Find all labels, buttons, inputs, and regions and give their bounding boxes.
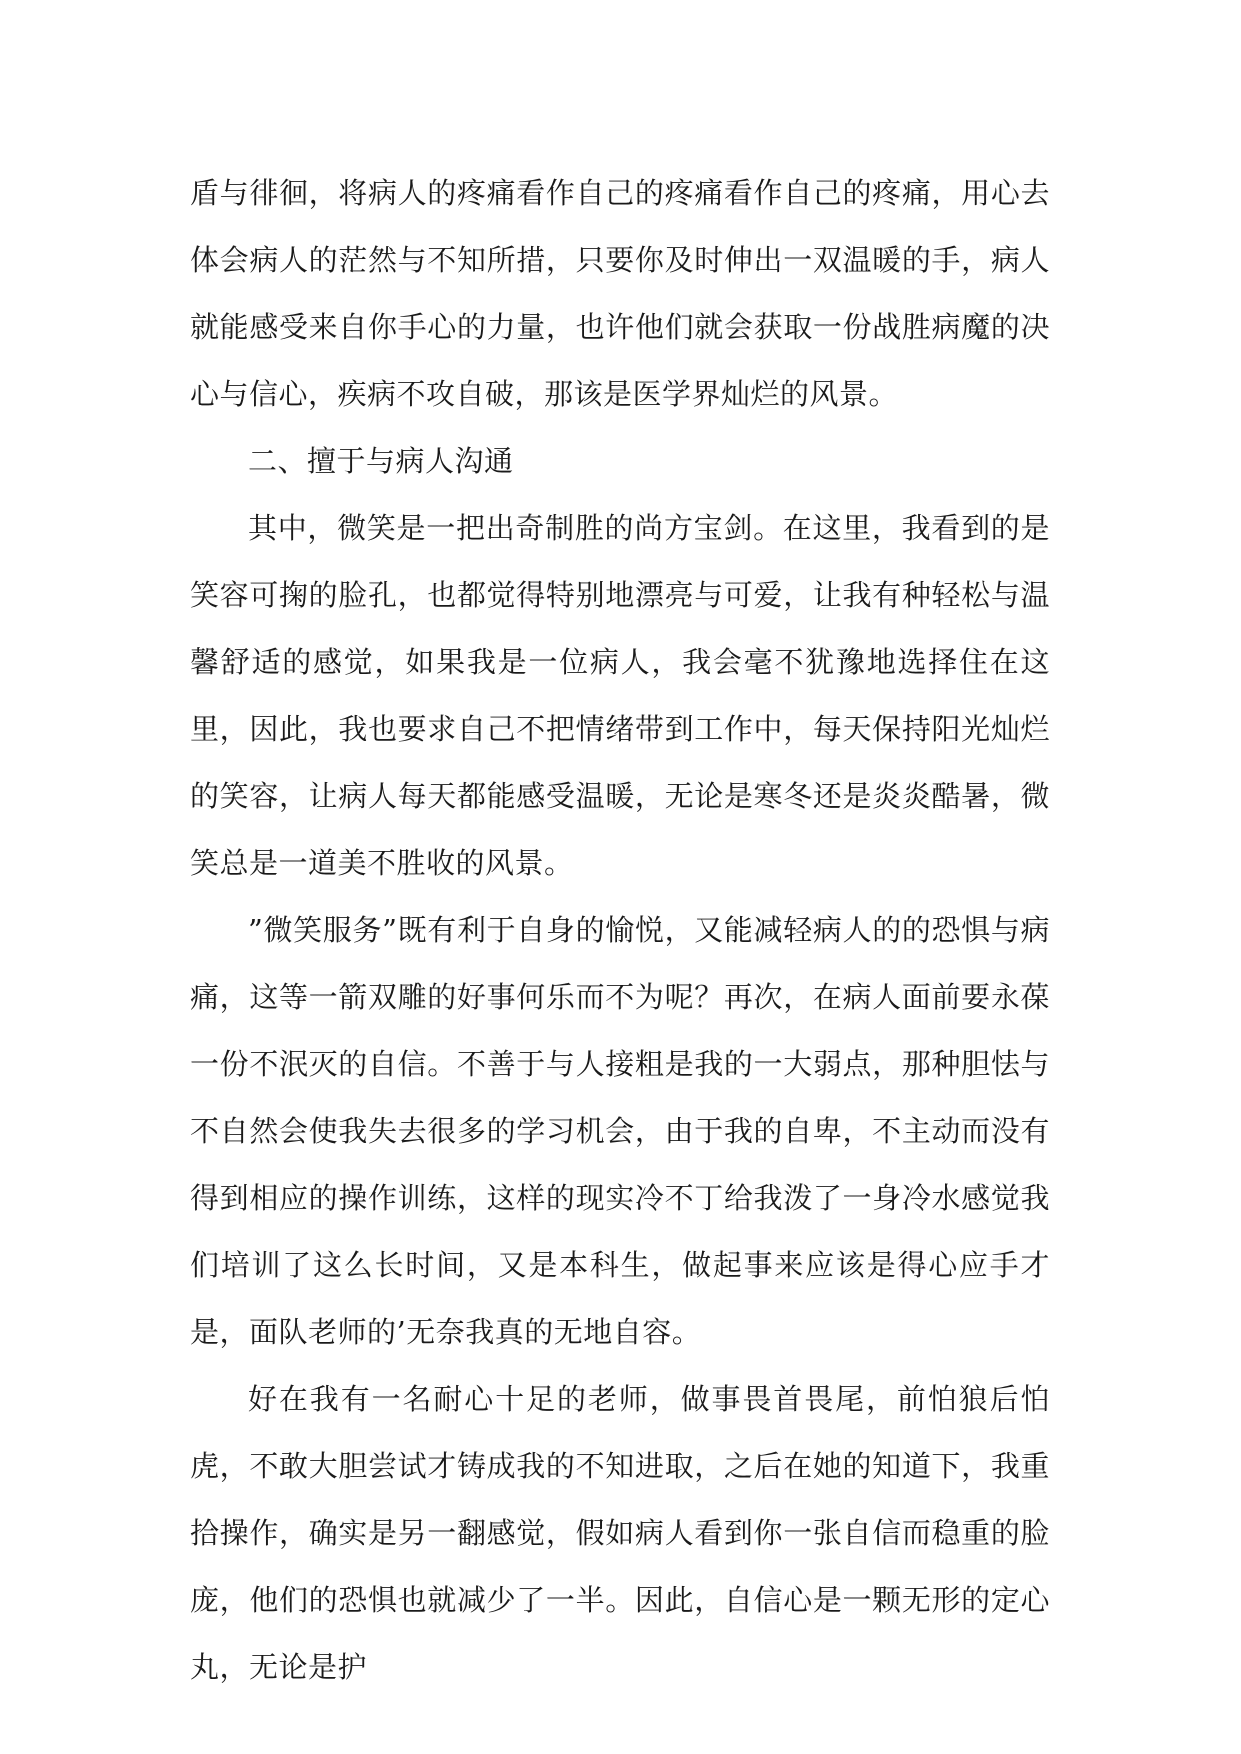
paragraph: ”微笑服务”既有利于自身的愉悦，又能减轻病人的的恐惧与病痛，这等一箭双雕的好事何乐而不为呢？再次，在病人面前要永葆一份不泯灭的自信。不善于与人接粗是我的一大弱点，那种胆怯与不自然会使我失去很多的学习机会，由于我的自卑，不主动而没有得到相应的操作训练，这样的现实冷不丁给我泼了一身冷水感觉我们培训了这么长时间，又是本科生，做起事来应该是得心应手才是，面队老师的’无奈我真的无地自容。 [190,913,1050,1349]
document-body [190,160,1050,1701]
section-heading: 二、擅于与病人沟通 [248,444,514,478]
paragraph-continued: 盾与徘徊，将病人的疼痛看作自己的疼痛看作自己的疼痛，用心去体会病人的茫然与不知所措，只要你及时伸出一双温暖的手，病人就能感受来自你手心的力量，也许他们就会获取一份战胜病魔的决心与信心，疾病不攻自破，那该是医学界灿烂的风景。 [190,176,1050,411]
paragraph: 好在我有一名耐心十足的老师，做事畏首畏尾，前怕狼后怕虎，不敢大胆尝试才铸成我的不知进取，之后在她的知道下，我重拾操作，确实是另一翻感觉，假如病人看到你一张自信而稳重的脸庞，他们的恐惧也就减少了一半。因此，自信心是一颗无形的定心丸，无论是护 [190,1382,1050,1684]
paragraph: 其中，微笑是一把出奇制胜的尚方宝剑。在这里，我看到的是笑容可掬的脸孔，也都觉得特别地漂亮与可爱，让我有种轻松与温馨舒适的感觉，如果我是一位病人，我会毫不犹豫地选择住在这里，因此，我也要求自己不把情绪带到工作中，每天保持阳光灿烂的笑容，让病人每天都能感受温暖，无论是寒冬还是炎炎酷暑，微笑总是一道美不胜收的风景。 [190,511,1050,880]
